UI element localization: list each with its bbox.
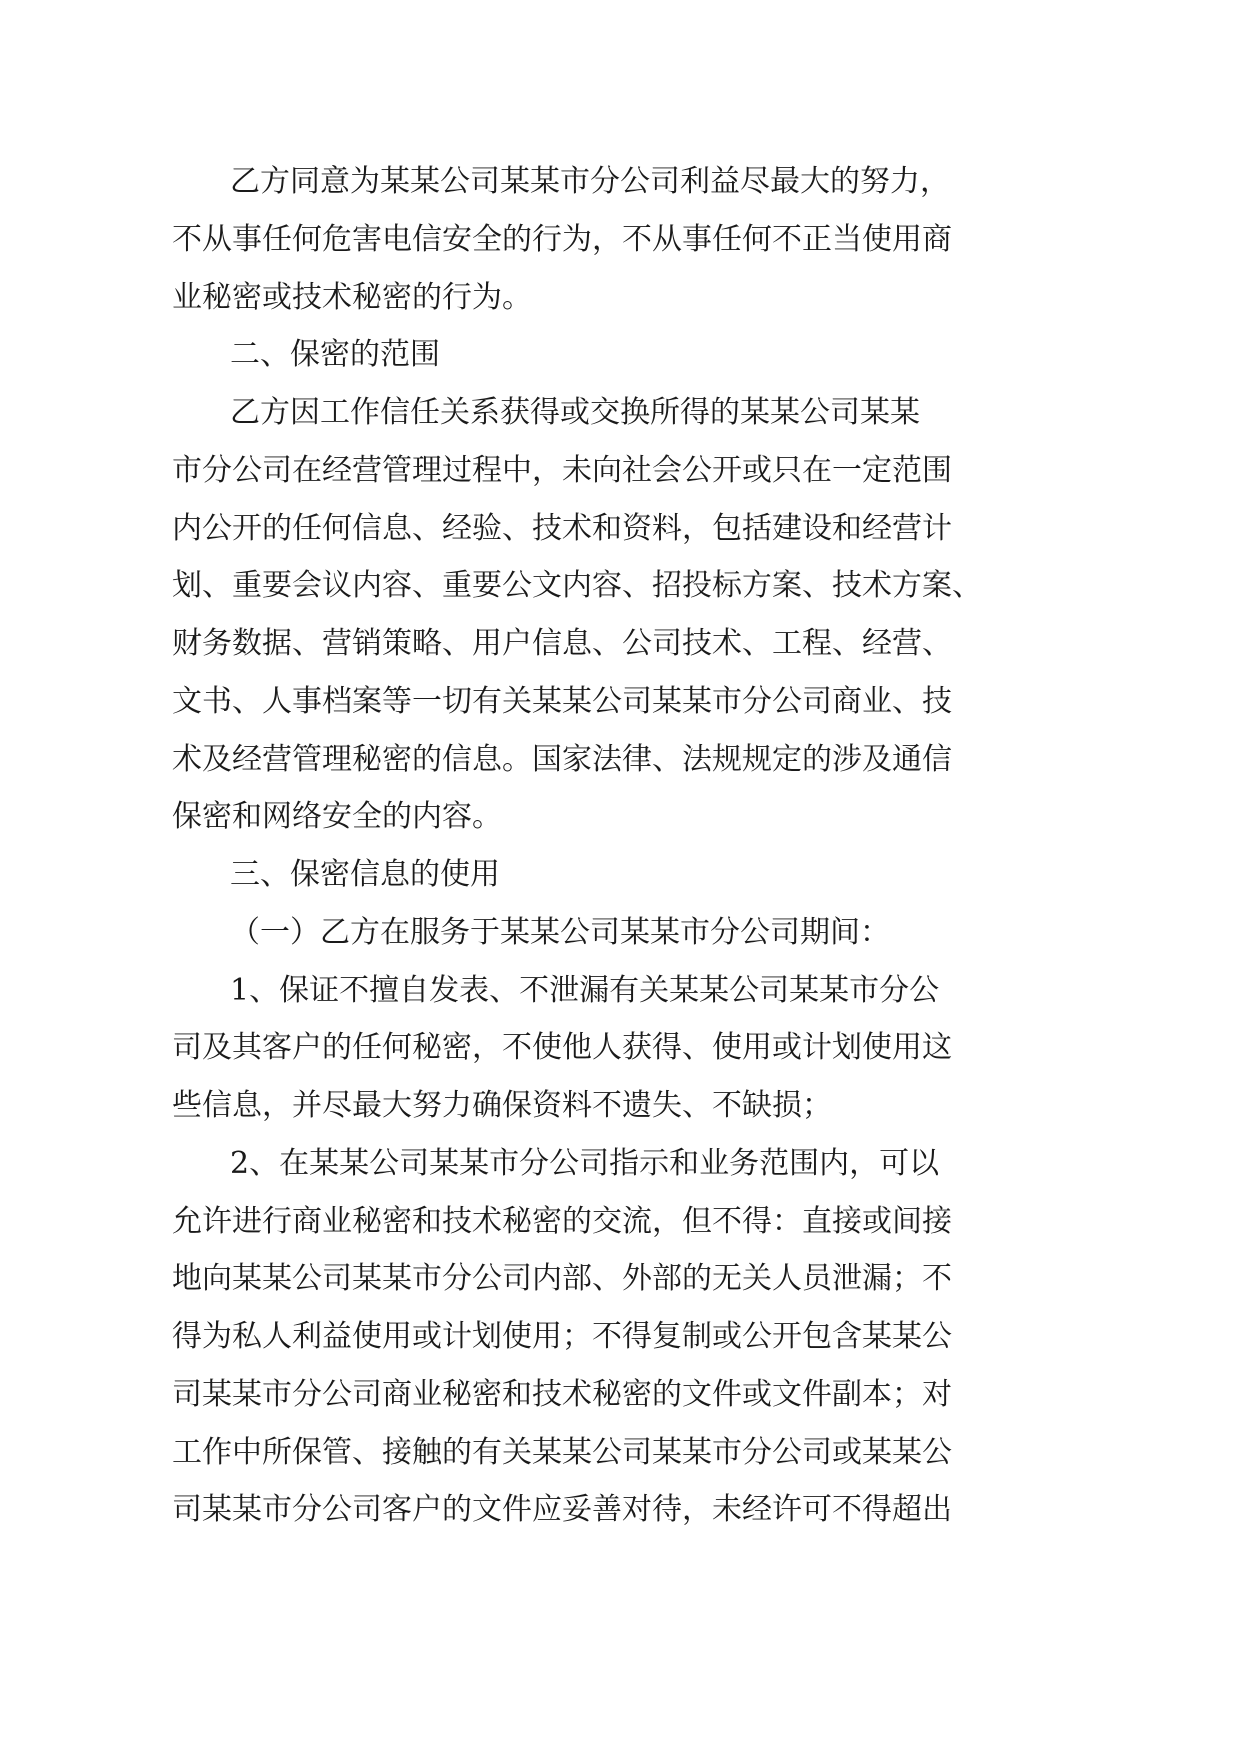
text-line-content: 司某某市分公司客户的文件应妥善对待，未经许可不得超出 bbox=[172, 1492, 952, 1527]
text-line-content: 2、在某某公司某某市分公司指示和业务范围内，可以 bbox=[230, 1146, 940, 1181]
text-line-content: 1、保证不擅自发表、不泄漏有关某某公司某某市分公 bbox=[230, 973, 940, 1008]
section-heading-text: 二、保密的范围 bbox=[230, 337, 440, 372]
text-line bbox=[0, 556, 1241, 616]
text-line-content: 内公开的任何信息、经验、技术和资料，包括建设和经营计 bbox=[172, 511, 952, 546]
text-line bbox=[0, 210, 1241, 270]
text-line bbox=[0, 903, 1241, 963]
text-line-content: 财务数据、营销策略、用户信息、公司技术、工程、经营、 bbox=[172, 626, 952, 661]
text-line bbox=[0, 672, 1241, 732]
text-line bbox=[0, 441, 1241, 501]
text-line-content: 划、重要会议内容、重要公文内容、招投标方案、技术方案、 bbox=[172, 568, 982, 603]
text-line bbox=[0, 383, 1241, 443]
text-line bbox=[0, 1076, 1241, 1136]
text-line bbox=[0, 730, 1241, 790]
text-line bbox=[0, 1192, 1241, 1252]
text-line-content: 市分公司在经营管理过程中，未向社会公开或只在一定范围 bbox=[172, 453, 952, 488]
text-line bbox=[0, 1018, 1241, 1078]
text-line-content: 司某某市分公司商业秘密和技术秘密的文件或文件副本；对 bbox=[172, 1377, 952, 1412]
text-line-content: 业秘密或技术秘密的行为。 bbox=[172, 280, 532, 315]
text-line bbox=[0, 1480, 1241, 1540]
text-line-content: 地向某某公司某某市分公司内部、外部的无关人员泄漏；不 bbox=[172, 1261, 952, 1296]
text-line bbox=[0, 499, 1241, 559]
text-line bbox=[0, 1307, 1241, 1367]
text-line bbox=[0, 268, 1241, 328]
text-line bbox=[0, 614, 1241, 674]
text-line-content: 得为私人利益使用或计划使用；不得复制或公开包含某某公 bbox=[172, 1319, 952, 1354]
text-line-content: （一）乙方在服务于某某公司某某市分公司期间： bbox=[230, 915, 890, 950]
text-line-content: 司及其客户的任何秘密，不使他人获得、使用或计划使用这 bbox=[172, 1030, 952, 1065]
text-line bbox=[0, 152, 1241, 212]
text-line-content: 乙方因工作信任关系获得或交换所得的某某公司某某 bbox=[230, 395, 920, 430]
text-line bbox=[0, 961, 1241, 1021]
text-line bbox=[0, 1365, 1241, 1425]
text-line-content: 些信息，并尽最大努力确保资料不遗失、不缺损； bbox=[172, 1088, 832, 1123]
section-heading-text: 三、保密信息的使用 bbox=[230, 857, 500, 892]
text-line-content: 不从事任何危害电信安全的行为，不从事任何不正当使用商 bbox=[172, 222, 952, 257]
text-line-content: 保密和网络安全的内容。 bbox=[172, 799, 502, 834]
text-line bbox=[0, 1134, 1241, 1194]
text-line bbox=[0, 787, 1241, 847]
text-line-content: 术及经营管理秘密的信息。国家法律、法规规定的涉及通信 bbox=[172, 742, 952, 777]
text-line bbox=[0, 1249, 1241, 1309]
text-line-content: 乙方同意为某某公司某某市分公司利益尽最大的努力， bbox=[230, 164, 950, 199]
section-heading bbox=[0, 845, 1241, 905]
text-line-content: 允许进行商业秘密和技术秘密的交流，但不得：直接或间接 bbox=[172, 1204, 952, 1239]
text-line-content: 工作中所保管、接触的有关某某公司某某市分公司或某某公 bbox=[172, 1435, 952, 1470]
section-heading bbox=[0, 325, 1241, 385]
text-line bbox=[0, 1423, 1241, 1483]
text-line-content: 文书、人事档案等一切有关某某公司某某市分公司商业、技 bbox=[172, 684, 952, 719]
